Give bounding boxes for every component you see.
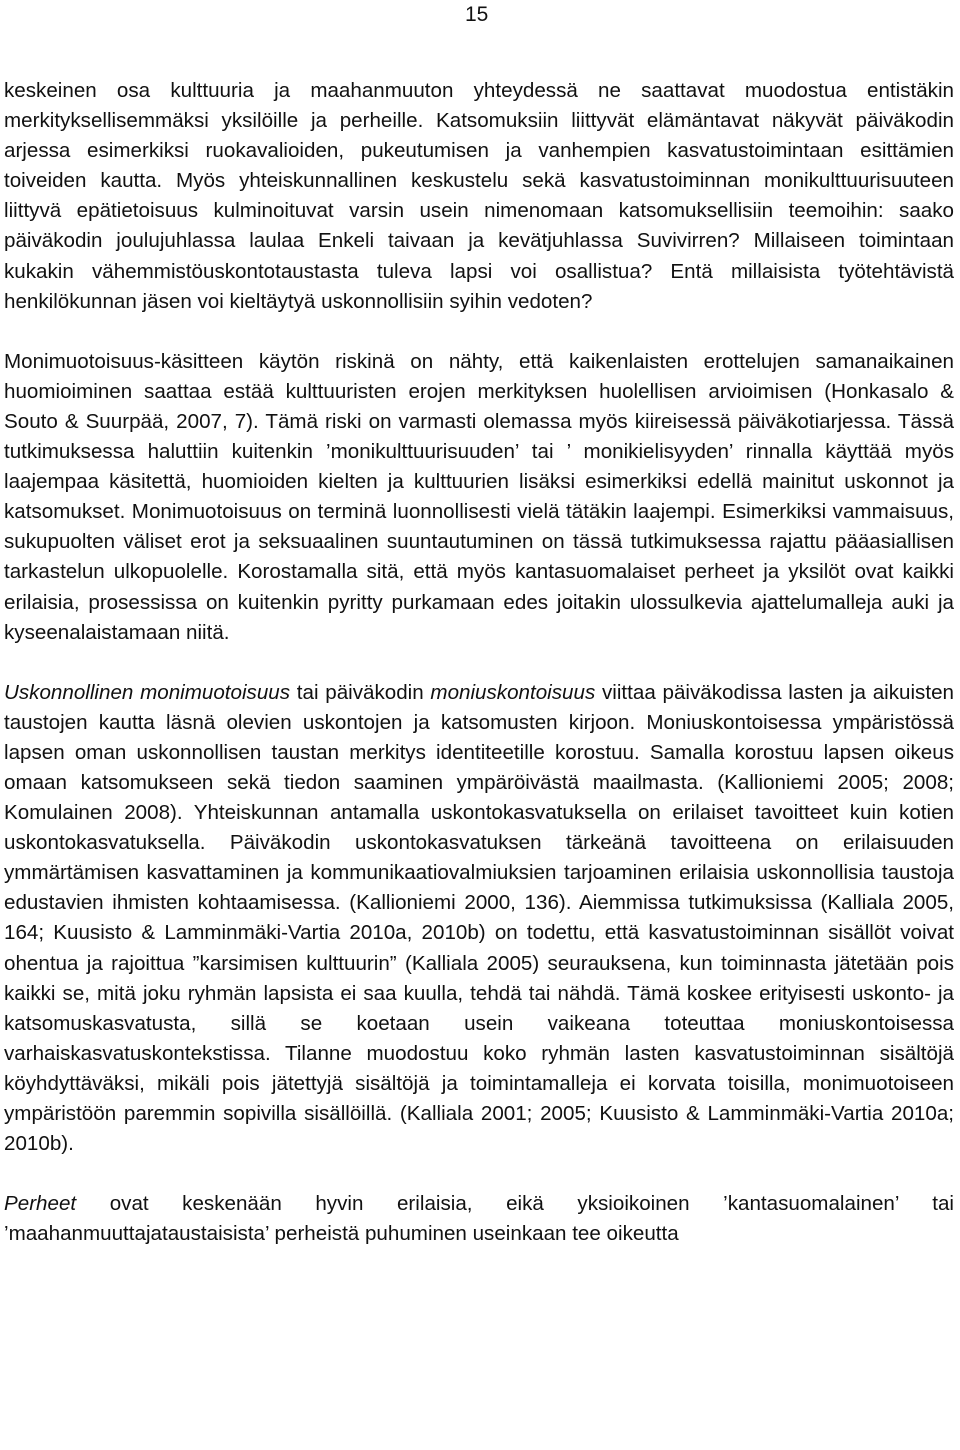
italic-term: Perheet <box>4 1192 77 1216</box>
paragraph-1 <box>4 76 954 317</box>
page-number: 15 <box>465 3 489 26</box>
paragraph-text: tai päiväkodin <box>290 680 431 704</box>
paragraph-text: ovat keskenään hyvin erilaisia, eikä yksioikoinen ’kantasuomalainen’ tai ’maahanmuuttajataustaisista’ perheistä puhuminen useinkaan tee oikeutta <box>4 1192 954 1246</box>
document-body <box>4 76 954 1249</box>
italic-term: Uskonnollinen monimuotoisuus <box>4 680 291 704</box>
paragraph-4 <box>4 1189 954 1249</box>
paragraph-text: viittaa päiväkodissa lasten ja aikuisten taustojen kautta läsnä olevien uskontojen ja katsomusten kirjoon. Moniuskontoisessa ympäristössä lapsen oman uskonnollisen taustan merkitys identiteetille korostuu. Samalla korostuu lapsen oikeus omaan katsomukseen sekä tiedon saaminen ympäröivästä maailmasta. (Kallioniemi 2005; 2008; Komulainen 2008). Yhteiskunnan antamalla uskontokasvatuksella on erilaiset tavoitteet kuin kotien uskontokasvatuksella. Päiväkodin uskontokasvatuksen tärkeänä tavoitteena on erilaisuuden ymmärtämisen kasvattaminen ja kommunikaatiovalmiuksien tarjoaminen erilaisia uskonnollisia taustoja edustavien ihmisten kohtaamisessa. (Kallioniemi 2000, 136). Aiemmissa tutkimuksissa (Kalliala 2005, 164; Kuusisto & Lamminmäki-Vartia 2010a, 2010b) on todettu, että kasvatustoiminnan sisällöt voivat ohentua ja rajoittua ”karsimisen kulttuurin” (Kalliala 2005) seurauksena, kun toiminnasta jätetään pois kaikki se, mitä joku ryhmän lapsista ei saa kuulla, tehdä tai nähdä. Tämä koskee erityisesti uskonto- ja katsomuskasvatusta, sillä se koetaan usein vaikeana toteuttaa moniuskontoisessa varhaiskasvatuskontekstissa. Tilanne muodostuu koko ryhmän lasten kasvatustoiminnan sisältöjä köyhdyttäväksi, mikäli pois jätettyjä sisältöjä ja toimintamalleja ei korvata toisilla, monimuotoiseen ympäristöön paremmin sopivilla sisällöillä. (Kalliala 2001; 2005; Kuusisto & Lamminmäki-Vartia 2010a; 2010b). <box>4 680 954 1156</box>
paragraph-3 <box>4 678 954 1160</box>
paragraph-text: Monimuotoisuus-käsitteen käytön riskinä on nähty, että kaikenlaisten erottelujen samanaikainen huomioiminen saattaa estää kulttuuristen erojen merkityksen huolellisen arvioimisen (Honkasalo & Souto & Suurpää, 2007, 7). Tämä riski on varmasti olemassa myös kiireisessä päiväkotiarjessa. Tässä tutkimuksessa haluttiin kuitenkin ’monikulttuurisuuden’ tai ’ monikielisyyden’ rinnalla käyttää myös laajempaa käsitettä, huomioiden kielten ja kulttuurien lisäksi esimerkiksi edellä mainitut uskonnot ja katsomukset. Monimuotoisuus on terminä luonnollisesti vielä tätäkin laajempi. Esimerkiksi vammaisuus, sukupuolten väliset erot ja seksuaalinen suuntautuminen on tässä tutkimuksessa rajattu pääasiallisen tarkastelun ulkopuolelle. Korostamalla sitä, että myös kantasuomalaiset perheet ja yksilöt ovat kaikki erilaisia, prosessissa on kuitenkin pyritty purkamaan edes joitakin ulossulkevia ajattelumalleja auki ja kyseenalaistamaan niitä. <box>4 349 954 644</box>
paragraph-text: keskeinen osa kulttuuria ja maahanmuuton yhteydessä ne saattavat muodostua entistäkin merkityksellisemmäksi yksilöille ja perheille. Katsomuksiin liittyvät elämäntavat näkyvät päiväkodin arjessa esimerkiksi ruokavalioiden, pukeutumisen ja vanhempien kasvatustoimintaan esittämien toiveiden kautta. Myös yhteiskunnallinen keskustelu sekä kasvatustoiminnan monikulttuurisuuteen liittyvä epätietoisuus kulminoituvat varsin usein nimenomaan katsomuksellisiin teemoihin: saako päiväkodin joulujuhlassa laulaa Enkeli taivaan ja kevätjuhlassa Suvivirren? Millaiseen toimintaan kukakin vähemmistöuskontotaustasta tuleva lapsi voi osallistua? Entä millaisista työtehtävistä henkilökunnan jäsen voi kieltäytyä uskonnollisiin syihin vedoten? <box>4 79 954 313</box>
italic-term: moniuskontoisuus <box>430 680 596 704</box>
paragraph-2 <box>4 347 954 648</box>
